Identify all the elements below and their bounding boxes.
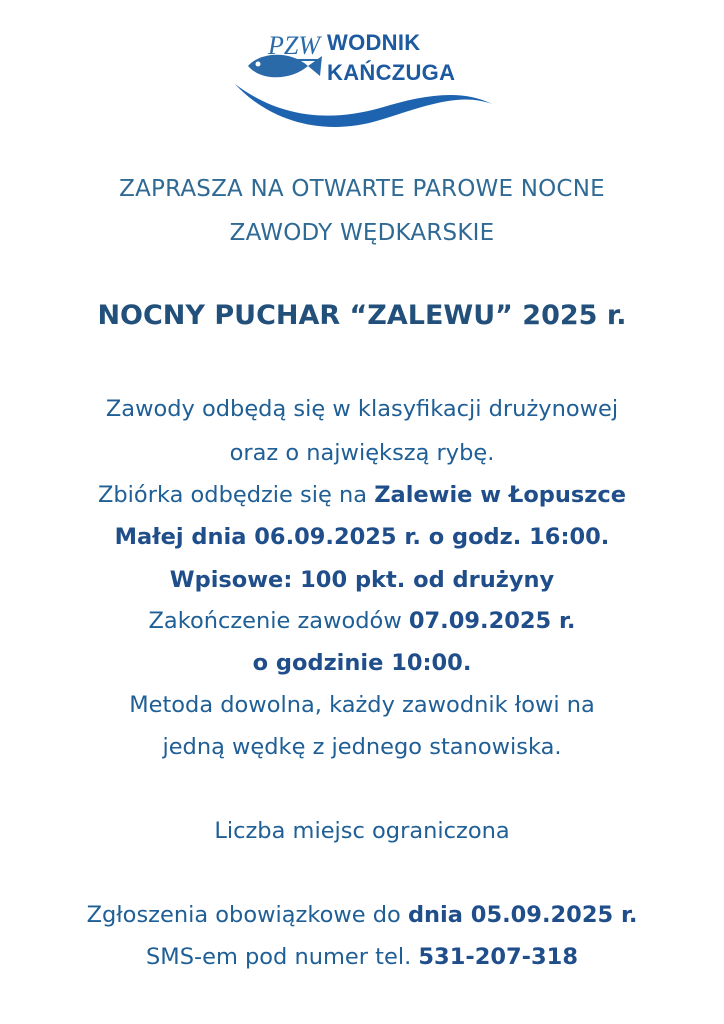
phone-number: 531-207-318 — [418, 944, 578, 970]
gathering-place: Zalewie w Łopuszce — [374, 482, 626, 508]
body-line-1: Zawody odbędą się w klasyfikacji drużynowej — [105, 396, 619, 422]
end-text: Zakończenie zawodów — [148, 608, 409, 634]
registration-line — [0, 902, 724, 928]
entry-fee: Wpisowe: 100 pkt. od drużyny — [169, 567, 555, 593]
body-line-2: oraz o największą rybę. — [229, 440, 495, 466]
body-line-6 — [0, 608, 724, 634]
sms-text: SMS-em pod numer tel. — [146, 944, 419, 970]
body-line-3 — [0, 482, 724, 508]
invite-line-1: ZAPRASZA NA OTWARTE PAROWE NOCNE — [119, 176, 605, 202]
registration-deadline: dnia 05.09.2025 r. — [407, 902, 638, 928]
registration-text: Zgłoszenia obowiązkowe do — [86, 902, 408, 928]
body-line-5 — [0, 567, 724, 593]
end-date: 07.09.2025 r. — [408, 608, 576, 634]
end-time: o godzinie 10:00. — [252, 650, 472, 676]
body-line-4 — [0, 524, 724, 550]
club-logo — [230, 22, 500, 152]
sms-line — [0, 944, 724, 970]
body-line-7 — [0, 650, 724, 676]
svg-text:PZW: PZW — [268, 31, 320, 60]
body-line-8: Metoda dowolna, każdy zawodnik łowi na — [129, 692, 595, 718]
club-name-line1: WODNIK — [327, 30, 421, 55]
event-title: NOCNY PUCHAR “ZALEWU” 2025 r. — [97, 300, 627, 331]
invite-line-2: ZAWODY WĘDKARSKIE — [229, 220, 495, 246]
club-name-line2: KAŃCZUGA — [327, 60, 456, 85]
pzw-badge — [264, 24, 324, 66]
body-line-9: jedną wędkę z jednego stanowiska. — [162, 734, 562, 760]
wave-shape — [235, 84, 492, 127]
limited-places: Liczba miejsc ograniczona — [214, 818, 510, 844]
gathering-text: Zbiórka odbędzie się na — [97, 482, 375, 508]
gathering-date: Małej dnia 06.09.2025 r. o godz. 16:00. — [114, 524, 610, 550]
